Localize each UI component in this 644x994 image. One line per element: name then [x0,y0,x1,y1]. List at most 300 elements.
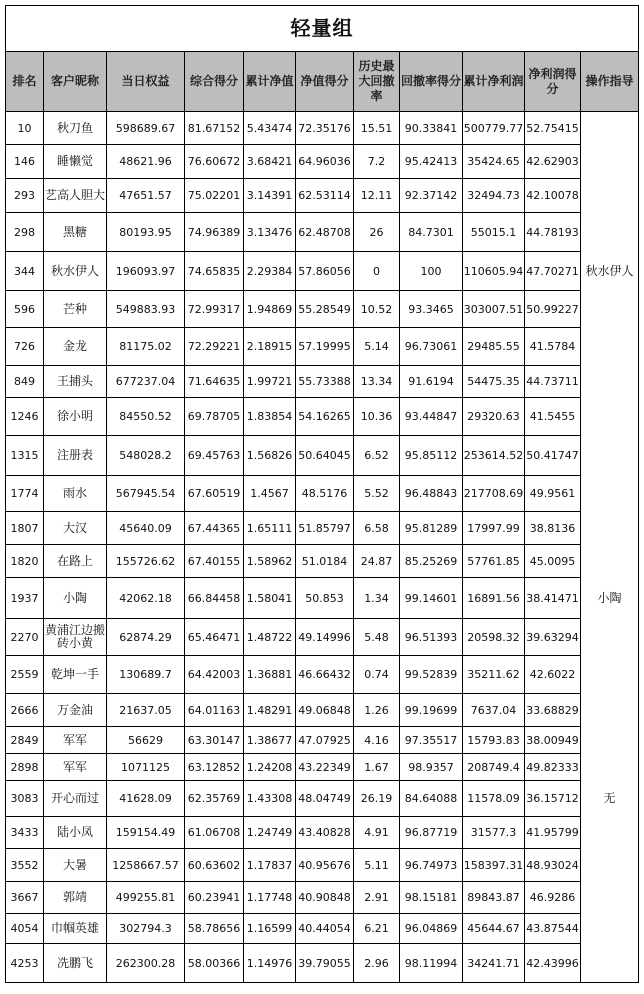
cell-nav: 1.94869 [244,291,296,328]
cell-nickname: 巾帼英雄 [44,914,107,944]
cell-total-score: 75.02201 [185,179,244,213]
cell-guidance [581,512,639,545]
cell-rank: 3433 [6,817,44,849]
cell-guidance [581,145,639,179]
cell-nickname: 秋刀鱼 [44,112,107,145]
cell-total-score: 71.64635 [185,366,244,398]
cell-nav-score: 64.96036 [296,145,354,179]
cell-guidance [581,694,639,727]
cell-equity: 548028.2 [107,436,185,476]
cell-equity: 196093.97 [107,252,185,291]
cell-net-profit: 89843.87 [463,882,525,914]
cell-rank: 3552 [6,849,44,882]
cell-rank: 2270 [6,619,44,656]
cell-nav-score: 40.95676 [296,849,354,882]
cell-net-profit: 110605.94 [463,252,525,291]
cell-max-drawdown: 1.34 [354,578,400,619]
cell-max-drawdown: 2.96 [354,944,400,983]
table-row [6,817,639,849]
table-row [6,914,639,944]
cell-total-score: 67.40155 [185,545,244,578]
cell-drawdown-score: 96.04869 [400,914,463,944]
ranking-table [5,5,639,983]
cell-drawdown-score: 96.48843 [400,476,463,512]
cell-total-score: 64.42003 [185,656,244,694]
cell-nav: 3.13476 [244,213,296,252]
cell-rank: 2849 [6,727,44,754]
cell-net-profit: 17997.99 [463,512,525,545]
cell-nickname: 军军 [44,727,107,754]
cell-max-drawdown: 5.14 [354,328,400,366]
cell-rank: 596 [6,291,44,328]
cell-total-score: 76.60672 [185,145,244,179]
cell-max-drawdown: 5.11 [354,849,400,882]
cell-nav: 1.24208 [244,754,296,781]
table-row [6,328,639,366]
cell-nav-score: 57.86056 [296,252,354,291]
cell-net-profit: 57761.85 [463,545,525,578]
cell-guidance [581,366,639,398]
cell-profit-score: 48.93024 [525,849,581,882]
cell-drawdown-score: 84.7301 [400,213,463,252]
cell-drawdown-score: 85.25269 [400,545,463,578]
cell-nav-score: 39.79055 [296,944,354,983]
cell-max-drawdown: 5.48 [354,619,400,656]
cell-max-drawdown: 12.11 [354,179,400,213]
cell-max-drawdown: 1.67 [354,754,400,781]
cell-nav: 1.58041 [244,578,296,619]
cell-equity: 56629 [107,727,185,754]
cell-max-drawdown: 4.91 [354,817,400,849]
cell-equity: 567945.54 [107,476,185,512]
cell-drawdown-score: 95.42413 [400,145,463,179]
cell-total-score: 58.78656 [185,914,244,944]
cell-profit-score: 43.87544 [525,914,581,944]
cell-nav-score: 43.22349 [296,754,354,781]
cell-total-score: 62.35769 [185,781,244,817]
cell-nav: 1.58962 [244,545,296,578]
cell-rank: 4054 [6,914,44,944]
cell-drawdown-score: 96.87719 [400,817,463,849]
cell-rank: 1246 [6,398,44,436]
table-row [6,512,639,545]
cell-total-score: 74.96389 [185,213,244,252]
cell-guidance [581,656,639,694]
cell-profit-score: 49.82333 [525,754,581,781]
cell-rank: 849 [6,366,44,398]
header-nav: 累计净值 [244,52,296,112]
cell-profit-score: 38.00949 [525,727,581,754]
cell-nav-score: 62.48708 [296,213,354,252]
cell-nav: 1.65111 [244,512,296,545]
cell-guidance [581,112,639,145]
cell-nav: 1.83854 [244,398,296,436]
cell-profit-score: 42.62903 [525,145,581,179]
cell-nickname: 军军 [44,754,107,781]
cell-nav-score: 48.04749 [296,781,354,817]
cell-drawdown-score: 93.3465 [400,291,463,328]
cell-net-profit: 45644.67 [463,914,525,944]
cell-drawdown-score: 91.6194 [400,366,463,398]
cell-nav: 5.43474 [244,112,296,145]
table-row [6,849,639,882]
cell-drawdown-score: 99.19699 [400,694,463,727]
cell-equity: 48621.96 [107,145,185,179]
cell-guidance [581,944,639,983]
cell-max-drawdown: 15.51 [354,112,400,145]
cell-guidance [581,179,639,213]
cell-net-profit: 55015.1 [463,213,525,252]
cell-max-drawdown: 6.52 [354,436,400,476]
cell-profit-score: 44.78193 [525,213,581,252]
cell-equity: 677237.04 [107,366,185,398]
cell-total-score: 64.01163 [185,694,244,727]
cell-drawdown-score: 93.44847 [400,398,463,436]
cell-nickname: 艺高人胆大 [44,179,107,213]
cell-guidance [581,727,639,754]
cell-net-profit: 35424.65 [463,145,525,179]
cell-profit-score: 41.5455 [525,398,581,436]
table-row [6,694,639,727]
cell-guidance [581,754,639,781]
cell-nickname: 黄浦江边搬砖小黄 [44,619,107,656]
table-row [6,882,639,914]
cell-guidance [581,436,639,476]
cell-nav-score: 40.90848 [296,882,354,914]
cell-nav: 1.43308 [244,781,296,817]
cell-total-score: 72.29221 [185,328,244,366]
cell-guidance [581,213,639,252]
cell-total-score: 69.45763 [185,436,244,476]
header-row [6,52,639,112]
cell-drawdown-score: 96.74973 [400,849,463,882]
cell-max-drawdown: 6.58 [354,512,400,545]
cell-drawdown-score: 92.37142 [400,179,463,213]
cell-equity: 159154.49 [107,817,185,849]
cell-guidance: 无 [581,781,639,817]
cell-nickname: 郭靖 [44,882,107,914]
cell-equity: 42062.18 [107,578,185,619]
cell-drawdown-score: 98.9357 [400,754,463,781]
cell-max-drawdown: 7.2 [354,145,400,179]
cell-equity: 41628.09 [107,781,185,817]
cell-nickname: 大暑 [44,849,107,882]
cell-net-profit: 54475.35 [463,366,525,398]
cell-nav-score: 55.28549 [296,291,354,328]
cell-max-drawdown: 1.26 [354,694,400,727]
cell-guidance [581,914,639,944]
cell-nav-score: 51.85797 [296,512,354,545]
cell-profit-score: 45.0095 [525,545,581,578]
cell-profit-score: 38.8136 [525,512,581,545]
cell-nickname: 徐小明 [44,398,107,436]
table-row [6,578,639,619]
cell-max-drawdown: 13.34 [354,366,400,398]
cell-nav-score: 51.0184 [296,545,354,578]
table-row [6,291,639,328]
cell-rank: 2898 [6,754,44,781]
table-row [6,727,639,754]
cell-rank: 344 [6,252,44,291]
cell-net-profit: 29320.63 [463,398,525,436]
table-row [6,398,639,436]
cell-nav: 1.14976 [244,944,296,983]
cell-guidance: 秋水伊人 [581,252,639,291]
cell-guidance [581,291,639,328]
table-row [6,476,639,512]
cell-nickname: 秋水伊人 [44,252,107,291]
cell-rank: 3667 [6,882,44,914]
cell-nav-score: 62.53114 [296,179,354,213]
cell-total-score: 60.23941 [185,882,244,914]
cell-rank: 146 [6,145,44,179]
header-nav-score: 净值得分 [296,52,354,112]
cell-rank: 2666 [6,694,44,727]
cell-profit-score: 44.73711 [525,366,581,398]
cell-nickname: 在路上 [44,545,107,578]
cell-equity: 47651.57 [107,179,185,213]
cell-drawdown-score: 95.85112 [400,436,463,476]
cell-net-profit: 217708.69 [463,476,525,512]
cell-equity: 598689.67 [107,112,185,145]
cell-net-profit: 253614.52 [463,436,525,476]
cell-max-drawdown: 10.52 [354,291,400,328]
cell-equity: 130689.7 [107,656,185,694]
cell-rank: 1774 [6,476,44,512]
cell-nav-score: 55.73388 [296,366,354,398]
cell-drawdown-score: 99.52839 [400,656,463,694]
cell-nav-score: 48.5176 [296,476,354,512]
cell-max-drawdown: 0 [354,252,400,291]
cell-total-score: 60.63602 [185,849,244,882]
cell-total-score: 69.78705 [185,398,244,436]
cell-nav: 3.14391 [244,179,296,213]
cell-total-score: 65.46471 [185,619,244,656]
cell-equity: 45640.09 [107,512,185,545]
cell-total-score: 66.84458 [185,578,244,619]
cell-drawdown-score: 96.51393 [400,619,463,656]
cell-rank: 4253 [6,944,44,983]
cell-guidance [581,328,639,366]
cell-net-profit: 11578.09 [463,781,525,817]
cell-equity: 549883.93 [107,291,185,328]
cell-nav-score: 46.66432 [296,656,354,694]
cell-equity: 155726.62 [107,545,185,578]
cell-nickname: 雨水 [44,476,107,512]
cell-nickname: 大汉 [44,512,107,545]
cell-profit-score: 50.99227 [525,291,581,328]
table-row [6,754,639,781]
table-row [6,252,639,291]
cell-total-score: 63.30147 [185,727,244,754]
cell-profit-score: 46.9286 [525,882,581,914]
cell-drawdown-score: 100 [400,252,463,291]
cell-equity: 499255.81 [107,882,185,914]
cell-guidance [581,619,639,656]
cell-drawdown-score: 84.64088 [400,781,463,817]
cell-drawdown-score: 95.81289 [400,512,463,545]
cell-net-profit: 34241.71 [463,944,525,983]
cell-drawdown-score: 98.11994 [400,944,463,983]
cell-profit-score: 50.41747 [525,436,581,476]
cell-profit-score: 33.68829 [525,694,581,727]
cell-net-profit: 208749.4 [463,754,525,781]
cell-total-score: 67.44365 [185,512,244,545]
cell-profit-score: 41.5784 [525,328,581,366]
table-body [6,112,639,983]
cell-equity: 1071125 [107,754,185,781]
cell-max-drawdown: 10.36 [354,398,400,436]
cell-nickname: 冼鹏飞 [44,944,107,983]
header-guidance: 操作指导 [581,52,639,112]
cell-nav: 2.29384 [244,252,296,291]
cell-total-score: 74.65835 [185,252,244,291]
cell-nickname: 开心而过 [44,781,107,817]
cell-rank: 293 [6,179,44,213]
cell-nickname: 陆小凤 [44,817,107,849]
cell-net-profit: 29485.55 [463,328,525,366]
header-rank: 排名 [6,52,44,112]
cell-total-score: 72.99317 [185,291,244,328]
cell-nav: 1.99721 [244,366,296,398]
header-nickname: 客户昵称 [44,52,107,112]
cell-guidance [581,398,639,436]
cell-nickname: 小陶 [44,578,107,619]
cell-total-score: 67.60519 [185,476,244,512]
cell-max-drawdown: 26 [354,213,400,252]
cell-rank: 1315 [6,436,44,476]
cell-profit-score: 47.70271 [525,252,581,291]
table-row [6,944,639,983]
cell-guidance: 小陶 [581,578,639,619]
cell-equity: 84550.52 [107,398,185,436]
cell-nav: 1.4567 [244,476,296,512]
header-drawdown-score: 回撤率得分 [400,52,463,112]
cell-nav: 1.17837 [244,849,296,882]
table-row [6,781,639,817]
cell-nickname: 注册表 [44,436,107,476]
header-max-drawdown: 历史最大回撤率 [354,52,400,112]
cell-nav-score: 43.40828 [296,817,354,849]
cell-net-profit: 500779.77 [463,112,525,145]
cell-nav: 1.48291 [244,694,296,727]
cell-max-drawdown: 6.21 [354,914,400,944]
table-row [6,145,639,179]
cell-rank: 1820 [6,545,44,578]
cell-equity: 80193.95 [107,213,185,252]
cell-nav-score: 50.853 [296,578,354,619]
cell-max-drawdown: 26.19 [354,781,400,817]
cell-nav: 1.48722 [244,619,296,656]
cell-equity: 1258667.57 [107,849,185,882]
cell-equity: 302794.3 [107,914,185,944]
cell-nickname: 王捕头 [44,366,107,398]
cell-total-score: 58.00366 [185,944,244,983]
cell-profit-score: 49.9561 [525,476,581,512]
cell-equity: 62874.29 [107,619,185,656]
cell-guidance [581,476,639,512]
cell-max-drawdown: 24.87 [354,545,400,578]
cell-net-profit: 158397.31 [463,849,525,882]
cell-net-profit: 35211.62 [463,656,525,694]
cell-rank: 3083 [6,781,44,817]
table-title: 轻量组 [6,6,639,52]
cell-profit-score: 42.6022 [525,656,581,694]
table-row [6,179,639,213]
cell-nickname: 睡懒觉 [44,145,107,179]
cell-nav: 2.18915 [244,328,296,366]
cell-equity: 262300.28 [107,944,185,983]
cell-nav-score: 49.06848 [296,694,354,727]
cell-nav: 1.56826 [244,436,296,476]
cell-rank: 726 [6,328,44,366]
cell-net-profit: 32494.73 [463,179,525,213]
cell-drawdown-score: 90.33841 [400,112,463,145]
cell-max-drawdown: 0.74 [354,656,400,694]
cell-guidance [581,882,639,914]
cell-nav-score: 47.07925 [296,727,354,754]
cell-drawdown-score: 98.15181 [400,882,463,914]
cell-equity: 21637.05 [107,694,185,727]
cell-nav: 1.36881 [244,656,296,694]
cell-nav-score: 49.14996 [296,619,354,656]
cell-total-score: 81.67152 [185,112,244,145]
cell-drawdown-score: 97.35517 [400,727,463,754]
cell-net-profit: 31577.3 [463,817,525,849]
table-row [6,213,639,252]
cell-rank: 298 [6,213,44,252]
cell-profit-score: 52.75415 [525,112,581,145]
cell-guidance [581,849,639,882]
cell-profit-score: 38.41471 [525,578,581,619]
cell-profit-score: 42.10078 [525,179,581,213]
cell-nav: 3.68421 [244,145,296,179]
cell-nav: 1.17748 [244,882,296,914]
table-row [6,545,639,578]
cell-profit-score: 42.43996 [525,944,581,983]
cell-nav-score: 72.35176 [296,112,354,145]
cell-equity: 81175.02 [107,328,185,366]
header-equity: 当日权益 [107,52,185,112]
cell-net-profit: 303007.51 [463,291,525,328]
cell-net-profit: 16891.56 [463,578,525,619]
cell-profit-score: 41.95799 [525,817,581,849]
cell-nickname: 金龙 [44,328,107,366]
cell-rank: 10 [6,112,44,145]
table-row [6,619,639,656]
cell-guidance [581,817,639,849]
header-net-profit: 累计净利润 [463,52,525,112]
cell-profit-score: 36.15712 [525,781,581,817]
header-total-score: 综合得分 [185,52,244,112]
cell-rank: 1807 [6,512,44,545]
table-row [6,112,639,145]
cell-drawdown-score: 99.14601 [400,578,463,619]
ranking-sheet [5,5,638,983]
cell-guidance [581,545,639,578]
cell-nickname: 乾坤一手 [44,656,107,694]
cell-net-profit: 15793.83 [463,727,525,754]
cell-max-drawdown: 2.91 [354,882,400,914]
cell-nickname: 万金油 [44,694,107,727]
cell-max-drawdown: 4.16 [354,727,400,754]
cell-nickname: 黑糖 [44,213,107,252]
cell-rank: 2559 [6,656,44,694]
table-row [6,656,639,694]
cell-drawdown-score: 96.73061 [400,328,463,366]
table-row [6,436,639,476]
cell-nav-score: 50.64045 [296,436,354,476]
